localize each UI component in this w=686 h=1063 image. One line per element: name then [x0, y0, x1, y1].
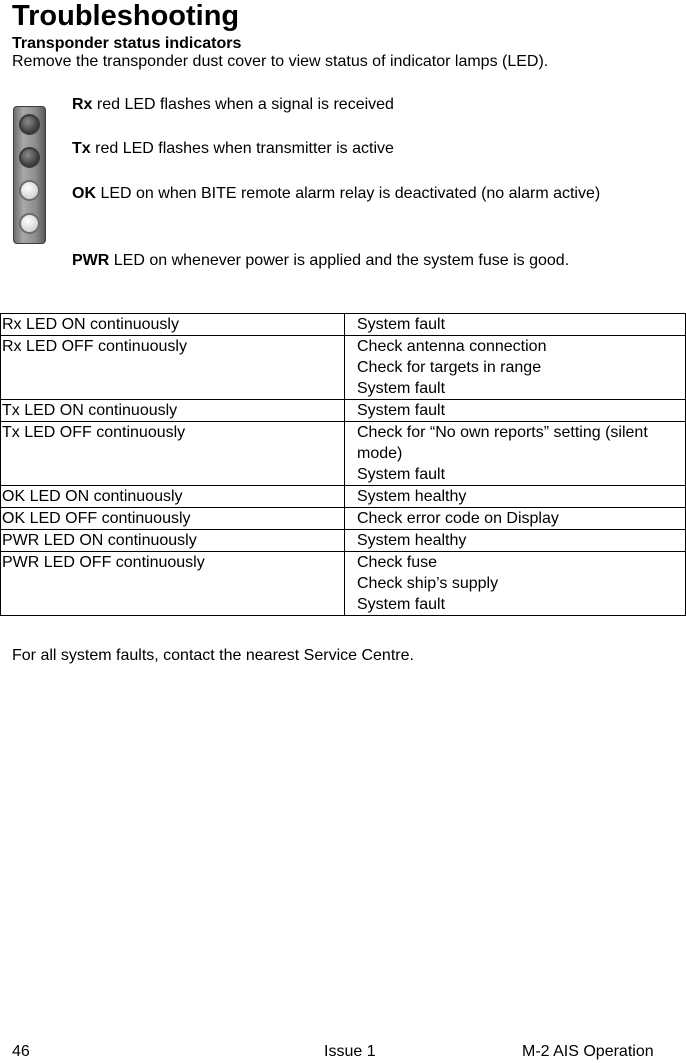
closing-note: For all system faults, contact the nearest Service Centre.	[12, 647, 414, 664]
fault-actions	[345, 314, 686, 336]
fault-condition: OK LED OFF continuously	[1, 508, 345, 530]
intro-text: Remove the transponder dust cover to view status of indicator lamps (LED).	[12, 53, 549, 70]
led-panel-image	[13, 106, 46, 244]
section-subtitle: Transponder status indicators	[12, 35, 242, 52]
issue-label: Issue 1	[324, 1043, 376, 1060]
fault-action: System healthy	[357, 488, 467, 505]
table-row	[1, 422, 686, 486]
fault-action: Check antenna connection	[357, 338, 547, 355]
fault-actions	[345, 336, 686, 400]
fault-actions	[345, 552, 686, 616]
led-description-ok	[72, 185, 642, 203]
pwr-led-icon	[19, 213, 40, 234]
fault-actions	[345, 400, 686, 422]
led-text: LED on when BITE remote alarm relay is deactivated (no alarm active)	[96, 185, 601, 202]
fault-actions	[345, 486, 686, 508]
page-number: 46	[12, 1043, 30, 1060]
tx-led-icon	[19, 147, 40, 168]
led-text: LED on whenever power is applied and the system fuse is good.	[109, 252, 570, 269]
table-row	[1, 508, 686, 530]
table-row	[1, 336, 686, 400]
page-title: Troubleshooting	[12, 0, 240, 32]
led-name: OK	[72, 185, 96, 202]
fault-actions	[345, 530, 686, 552]
fault-table	[0, 313, 686, 616]
fault-action: Check for “No own reports” setting (silent mode)	[357, 424, 648, 462]
rx-led-icon	[19, 114, 40, 135]
led-text: red LED flashes when a signal is received	[92, 96, 394, 113]
fault-condition: OK LED ON continuously	[1, 486, 345, 508]
led-description-pwr	[72, 249, 617, 273]
fault-action: System fault	[357, 466, 446, 483]
fault-condition: Rx LED ON continuously	[1, 314, 345, 336]
table-row	[1, 400, 686, 422]
table-row	[1, 552, 686, 616]
fault-action: System fault	[357, 402, 446, 419]
led-description-rx	[72, 96, 652, 114]
led-description-tx	[72, 140, 652, 158]
fault-action: Check for targets in range	[357, 359, 542, 376]
ok-led-icon	[19, 180, 40, 201]
fault-action: Check error code on Display	[357, 510, 559, 527]
led-text: red LED flashes when transmitter is active	[90, 140, 394, 157]
fault-action: System fault	[357, 316, 446, 333]
table-row	[1, 486, 686, 508]
table-row	[1, 530, 686, 552]
fault-condition: Rx LED OFF continuously	[1, 336, 345, 400]
fault-condition: Tx LED OFF continuously	[1, 422, 345, 486]
fault-actions	[345, 422, 686, 486]
led-name: PWR	[72, 252, 110, 269]
fault-condition: PWR LED ON continuously	[1, 530, 345, 552]
fault-action: Check fuse	[357, 554, 438, 571]
fault-condition: Tx LED ON continuously	[1, 400, 345, 422]
fault-action: System fault	[357, 596, 446, 613]
fault-action: Check ship’s supply	[357, 575, 499, 592]
led-name: Tx	[72, 140, 91, 157]
fault-actions	[345, 508, 686, 530]
fault-condition: PWR LED OFF continuously	[1, 552, 345, 616]
fault-action: System fault	[357, 380, 446, 397]
fault-action: System healthy	[357, 532, 467, 549]
document-title: M-2 AIS Operation	[522, 1043, 654, 1060]
led-name: Rx	[72, 96, 93, 113]
table-row	[1, 314, 686, 336]
